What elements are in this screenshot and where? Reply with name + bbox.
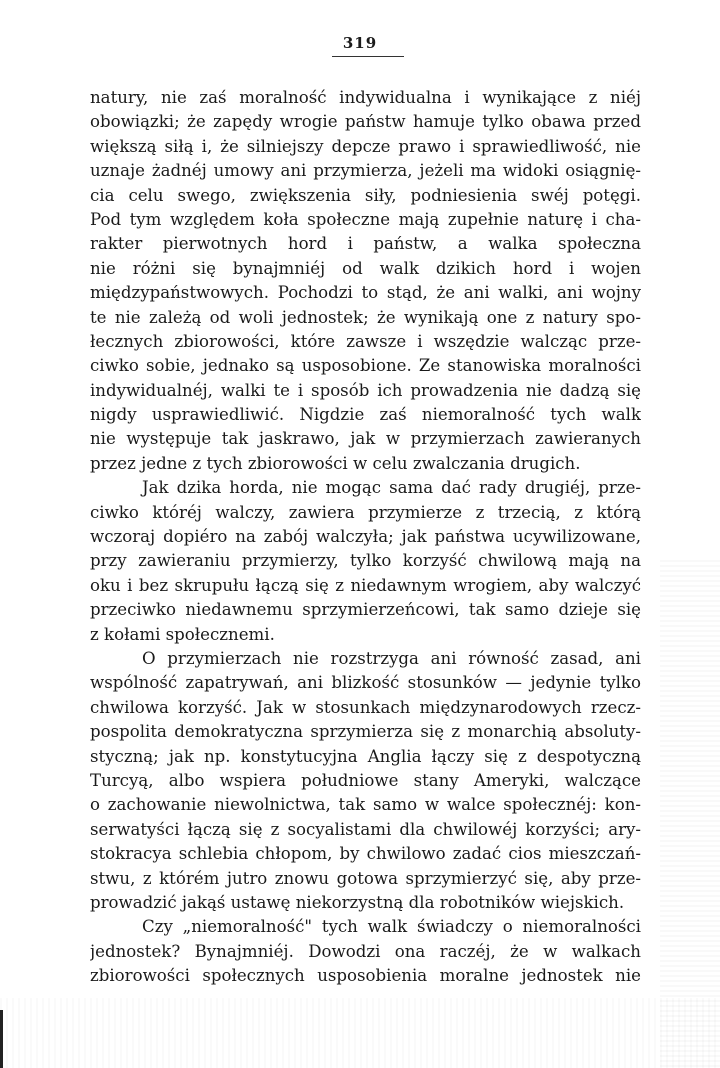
text-line: nie występuje tak jaskrawo, jak w przymierzach zawieranych: [90, 429, 641, 449]
text-line: przy zawieraniu przymierzy, tylko korzyść chwilową mają na: [90, 551, 641, 571]
paragraph-2: [90, 476, 641, 647]
text-line: rakter pierwotnych hord i państw, a walka społeczna: [90, 234, 641, 254]
text-line: jednostek? Bynajmniéj. Dowodzi ona raczéj, że w walkach: [90, 941, 641, 961]
header-rule: [332, 56, 404, 57]
scan-artifact-bottom: [0, 998, 720, 1068]
text-line: łecznych zbiorowości, które zawsze i wszędzie walcząc prze-: [90, 331, 641, 351]
text-line: cia celu swego, zwiększenia siły, podniesienia swéj potęgi.: [90, 185, 641, 205]
text-line: Jak dzika horda, nie mogąc sama dać rady drugiéj, prze-: [142, 478, 641, 498]
text-line: prowadzić jakąś ustawę niekorzystną dla robotników wiejskich.: [90, 892, 625, 912]
scan-artifact-right: [660, 560, 720, 1068]
scan-edge-mark: [0, 1010, 3, 1068]
text-line: ciwko któréj walczy, zawiera przymierze z trzecią, z którą: [90, 502, 641, 522]
text-line: nigdy usprawiedliwić. Nigdzie zaś niemoralność tych walk: [90, 405, 641, 425]
text-line: chwilowa korzyść. Jak w stosunkach międzynarodowych rzecz-: [90, 697, 641, 717]
text-line: przez jedne z tych zbiorowości w celu zwalczania drugich.: [90, 453, 581, 473]
text-line: pospolita demokratyczna sprzymierza się z monarchią absoluty-: [90, 722, 641, 742]
text-line: natury, nie zaś moralność indywidualna i wynikające z niéj: [90, 88, 641, 107]
paragraph-4: [90, 915, 641, 988]
text-line: wspólność zapatrywań, ani blizkość stosunków — jedynie tylko: [90, 673, 641, 693]
text-line: Czy „niemoralność" tych walk świadczy o niemoralności: [142, 917, 641, 937]
text-line: ciwko sobie, jednako są usposobione. Ze stanowiska moralności: [90, 356, 641, 376]
text-line: O przymierzach nie rozstrzyga ani równość zasad, ani: [142, 648, 641, 668]
text-line: obowiązki; że zapędy wrogie państw hamuje tylko obawa przed: [90, 112, 641, 132]
text-line: stwu, z którém jutro znowu gotowa sprzymierzyć się, aby prze-: [90, 868, 641, 888]
text-line: większą siłą i, że silniejszy depcze prawo i sprawiedliwość, nie: [90, 136, 641, 156]
text-line: wczoraj dopiéro na zabój walczyła; jak państwa ucywilizowane,: [90, 527, 641, 547]
paragraph-1: [90, 86, 641, 476]
text-line: te nie zależą od woli jednostek; że wynikają one z natury spo-: [90, 307, 641, 327]
text-line: oku i bez skrupułu łączą się z niedawnym wrogiem, aby walczyć: [90, 575, 641, 595]
text-line: o zachowanie niewolnictwa, tak samo w walce społecznéj: kon-: [90, 795, 641, 815]
text-line: zbiorowości społecznych usposobienia moralne jednostek nie: [90, 966, 641, 986]
text-line: przeciwko niedawnemu sprzymierzeńcowi, tak samo dzieje się: [90, 600, 641, 620]
text-line: międzypaństwowych. Pochodzi to stąd, że ani walki, ani wojny: [90, 283, 641, 303]
text-line: styczną; jak np. konstytucyjna Anglia łączy się z despotyczną: [90, 746, 641, 766]
text-line: Turcyą, albo wspiera południowe stany Ameryki, walczące: [90, 770, 641, 790]
body-text: [90, 86, 641, 988]
page-number: 319: [342, 34, 378, 52]
text-line: serwatyści łączą się z socyalistami dla chwilowéj korzyści; ary-: [90, 819, 641, 839]
text-line: indywidualnéj, walki te i sposób ich prowadzenia nie dadzą się: [90, 380, 641, 400]
text-line: Pod tym względem koła społeczne mają zupełnie naturę i cha-: [90, 209, 641, 229]
text-line: nie różni się bynajmniéj od walk dzikich hord i wojen: [90, 258, 641, 278]
paragraph-3: [90, 647, 641, 915]
text-line: stokracya schlebia chłopom, by chwilowo zadać cios mieszczań-: [90, 844, 641, 864]
text-line: uznaje żadnéj umowy ani przymierza, jeżeli ma widoki osiągnię-: [90, 161, 641, 181]
text-line: z kołami społecznemi.: [90, 624, 275, 644]
